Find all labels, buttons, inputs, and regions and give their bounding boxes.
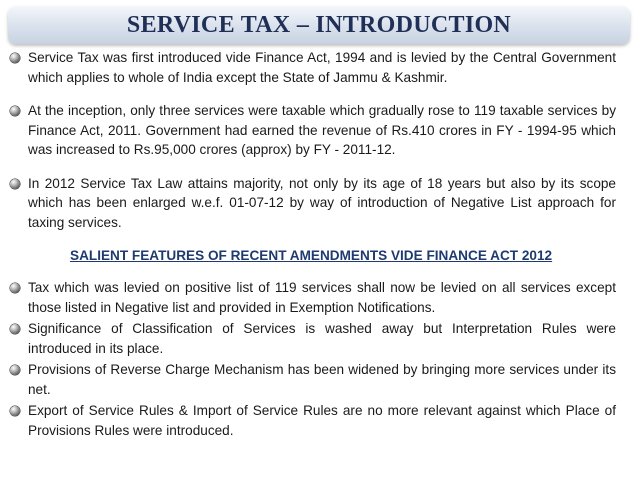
feature-point	[10, 278, 616, 317]
bullet-icon	[10, 406, 20, 416]
intro-point	[10, 101, 616, 160]
intro-point-text: In 2012 Service Tax Law attains majority, not only by its age of 18 years but also by its scope which has been enlarged w.e.f. 01-07-12 by way of introduction of Negative List approach for taxing services.	[28, 175, 616, 230]
feature-point-text: Provisions of Reverse Charge Mechanism has been widened by bringing more services under its net.	[28, 362, 616, 397]
bullet-icon	[10, 324, 20, 334]
feature-point-text: Significance of Classification of Services is washed away but Interpretation Rules were introduced in its place.	[28, 321, 616, 356]
section-subheading: SALIENT FEATURES OF RECENT AMENDMENTS VIDE FINANCE ACT 2012	[70, 248, 553, 263]
bullet-icon	[10, 179, 20, 189]
bullet-icon	[10, 365, 20, 375]
feature-point-text: Export of Service Rules & Import of Service Rules are no more relevant against which Place of Provisions Rules were introduced.	[28, 403, 616, 438]
title-banner	[8, 6, 630, 44]
bullet-icon	[10, 283, 20, 293]
intro-point	[10, 48, 616, 87]
intro-point	[10, 174, 616, 233]
feature-point	[10, 360, 616, 399]
page-title: SERVICE TAX – INTRODUCTION	[126, 11, 512, 38]
bullet-icon	[10, 106, 20, 116]
slide-content	[10, 48, 616, 442]
bullet-icon	[10, 53, 20, 63]
feature-point-text: Tax which was levied on positive list of 119 services shall now be levied on all services except those listed in Negative list and provided in Exemption Notifications.	[28, 280, 616, 315]
feature-point	[10, 319, 616, 358]
intro-point-text: Service Tax was first introduced vide Finance Act, 1994 and is levied by the Central Government which applies to whole of India except the State of Jammu & Kashmir.	[28, 50, 616, 85]
feature-point	[10, 401, 616, 440]
intro-point-text: At the inception, only three services were taxable which gradually rose to 119 taxable services by Finance Act, 2011. Government had earned the revenue of Rs.410 crores in FY - 1994-95 which was increased to Rs.95,000 crores (approx) by FY - 2011-12.	[28, 103, 616, 157]
